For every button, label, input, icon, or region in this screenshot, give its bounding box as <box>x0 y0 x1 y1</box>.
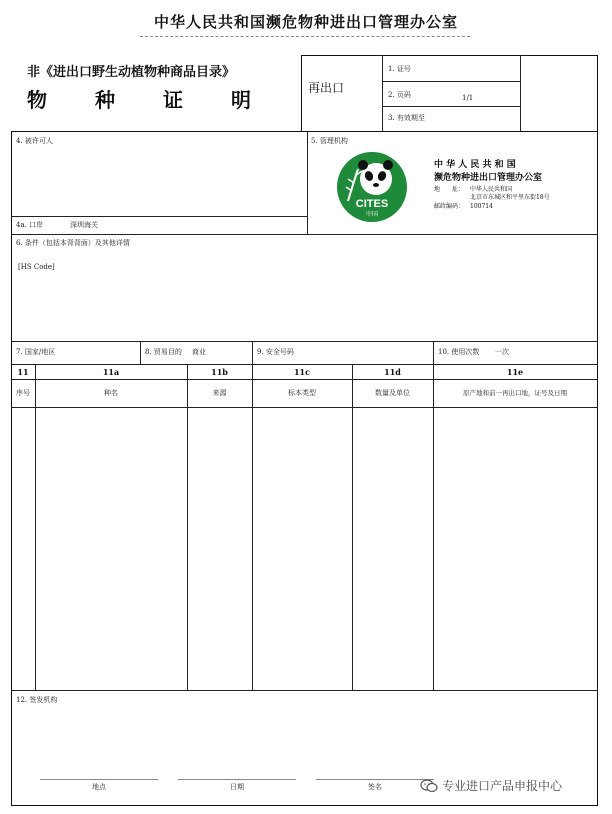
certificate-title <box>27 90 299 110</box>
field-page-number: 2. 页码 <box>388 91 411 99</box>
postcode-label: 邮政编码： <box>434 203 465 210</box>
box-line-2 <box>382 106 520 107</box>
table-id-line <box>11 379 598 380</box>
sign-line <box>316 779 434 780</box>
usage-count-value: 一次 <box>495 348 509 356</box>
table-col-div <box>433 364 434 690</box>
table-header-line <box>11 407 598 408</box>
address-line2: 北京市东城区和平里东街18号 <box>470 194 550 201</box>
col-name-quantity: 数量及单位 <box>375 389 410 397</box>
authority-name-line1: 中 华 人 民 共 和 国 <box>434 160 516 170</box>
field-management-authority: 5. 管理机构 <box>311 137 348 145</box>
wechat-icon <box>420 779 438 793</box>
col-name-species: 种名 <box>104 389 118 397</box>
table-col-div <box>35 364 36 690</box>
title-char: 物 <box>27 88 47 112</box>
row7-div-2 <box>252 341 253 364</box>
sign-label: 签名 <box>368 783 382 791</box>
date-label: 日期 <box>230 783 244 791</box>
section6-top <box>11 234 598 235</box>
cites-logo <box>336 151 408 223</box>
place-line <box>40 779 158 780</box>
col-id-11b: 11b <box>211 367 228 377</box>
row7-div-1 <box>140 341 141 364</box>
col-name-specimen-type: 标本类型 <box>288 389 316 397</box>
field-usage-count: 10. 使用次数 <box>438 348 480 356</box>
table-col-div <box>187 364 188 690</box>
logo-subtext: 中国 <box>365 211 379 218</box>
non-catalog-heading: 非《进出口野生动植物种商品目录》 <box>27 65 236 80</box>
col-id-11: 11 <box>17 367 29 377</box>
col-name-serial: 序号 <box>16 389 30 397</box>
title-divider <box>140 36 470 37</box>
frame-divider-top <box>301 55 302 131</box>
field-country: 7. 国家/地区 <box>16 348 56 356</box>
frame-top-right <box>301 55 598 56</box>
box-line-1 <box>382 81 520 82</box>
authority-name-line2: 濒危物种进出口管理办公室 <box>434 173 543 183</box>
title-char: 种 <box>95 88 115 112</box>
port-value: 深圳海关 <box>70 221 98 229</box>
address-line1: 中华人民共和国 <box>470 186 513 193</box>
agency-title: 中华人民共和国濒危物种进出口管理办公室 <box>153 13 458 31</box>
date-line <box>178 779 296 780</box>
row7-top <box>11 341 598 342</box>
field-port: 4a. 口岸 <box>16 221 44 229</box>
page-number-value: 1/1 <box>462 94 474 102</box>
mid-divider <box>307 131 308 234</box>
frame-line-131 <box>11 131 598 132</box>
col-name-origin: 原产地和前一再出口地，证号及日期 <box>463 389 567 397</box>
field-permittee: 4. 被许可人 <box>16 137 53 145</box>
postcode-value: 100714 <box>470 203 493 210</box>
reexport-label: 再出口 <box>308 81 345 95</box>
col-id-11a: 11a <box>102 367 120 377</box>
table-top <box>11 364 598 365</box>
col-id-11d: 11d <box>384 367 401 377</box>
logo-text: CITES <box>355 198 389 210</box>
col-id-11c: 11c <box>293 367 310 377</box>
field-valid-until: 3. 有效期至 <box>388 114 425 122</box>
port-line <box>11 216 307 217</box>
col-name-source: 来源 <box>212 389 227 397</box>
watermark-text: 专业进口产品申报中心 <box>442 779 563 793</box>
field-security-number: 9. 安全号码 <box>257 348 294 356</box>
col-id-11e: 11e <box>506 367 524 377</box>
table-col-div <box>252 364 253 690</box>
frame-right <box>597 131 598 806</box>
frame-bottom <box>11 805 598 806</box>
field-conditions: 6. 条件（包括本背背面）及其他详情 <box>16 239 130 247</box>
hs-code: [HS Code] <box>18 263 55 271</box>
title-char: 证 <box>163 88 183 112</box>
place-label: 地点 <box>92 783 106 791</box>
field-issuing-authority: 12. 签发机构 <box>16 696 58 704</box>
box-right-divider <box>520 55 521 131</box>
field-trade-purpose: 8. 贸易目的 <box>145 348 182 356</box>
table-col-div <box>352 364 353 690</box>
row7-div-3 <box>433 341 434 364</box>
frame-left <box>11 131 12 806</box>
address-label: 地 址： <box>434 186 465 193</box>
frame-right-top <box>597 55 598 131</box>
title-char: 明 <box>231 88 251 112</box>
field-cert-number: 1. 证号 <box>388 65 411 73</box>
table-bottom <box>11 690 598 691</box>
trade-purpose-value: 商业 <box>192 348 206 356</box>
reexport-divider <box>382 55 383 131</box>
